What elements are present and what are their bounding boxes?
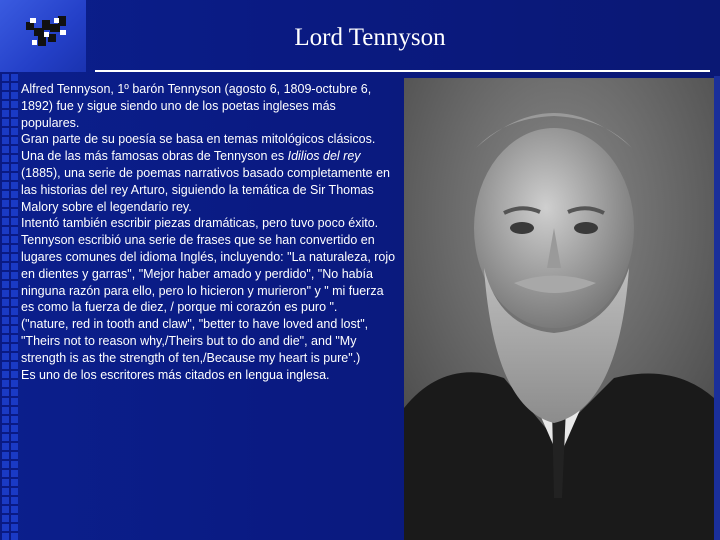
paragraph-phrases: Tennyson escribió una serie de frases que se han convertido en lugares comunes del idioma Inglés, incluyendo: "La naturaleza, rojo en dientes y garras", "Mejor haber amado y perdido", "No había ninguna razón para ello, pero lo hicieron y murieron" y " mi fuerza es como la fuerza de diez, / porque mi corazón es puro ". — [21, 233, 396, 315]
slide-title: Lord Tennyson — [294, 24, 446, 51]
works-text-after: (1885), una serie de poemas narrativos basado completamente en las historias del rey Arturo, siguiendo la temática de Sir Thomas Malory sobre el legendario rey. — [21, 165, 390, 214]
logo-box — [0, 0, 86, 72]
works-text-before: Gran parte de su poesía se basa en temas mitológicos clásicos. Una de las más famosas obras de Tennyson es — [21, 132, 376, 164]
paragraph-works — [21, 131, 397, 215]
right-edge-decoration — [714, 76, 720, 540]
body-text — [21, 81, 397, 383]
portrait-drawing — [404, 78, 714, 540]
paragraph-english-quotes: ("nature, red in tooth and claw", "better to have loved and lost", "Theirs not to reason why,/Theirs but to do and die", and "My strength is as the strength of ten,/Because my heart is pure".) — [21, 317, 369, 365]
title-divider — [95, 70, 710, 72]
portrait-photo — [404, 78, 714, 540]
puzzle-logo-icon — [24, 14, 72, 54]
works-title-italic: Idilios del rey — [287, 149, 361, 164]
grid-strip-decoration — [0, 0, 18, 540]
paragraph-drama: Intentó también escribir piezas dramáticas, pero tuvo poco éxito. — [21, 216, 379, 231]
paragraph-intro: Alfred Tennyson, 1º barón Tennyson (agosto 6, 1809-octubre 6, 1892) fue y sigue siendo uno de los poetas ingleses más populares. — [21, 82, 372, 130]
paragraph-cited: Es uno de los escritores más citados en lengua inglesa. — [21, 367, 330, 382]
